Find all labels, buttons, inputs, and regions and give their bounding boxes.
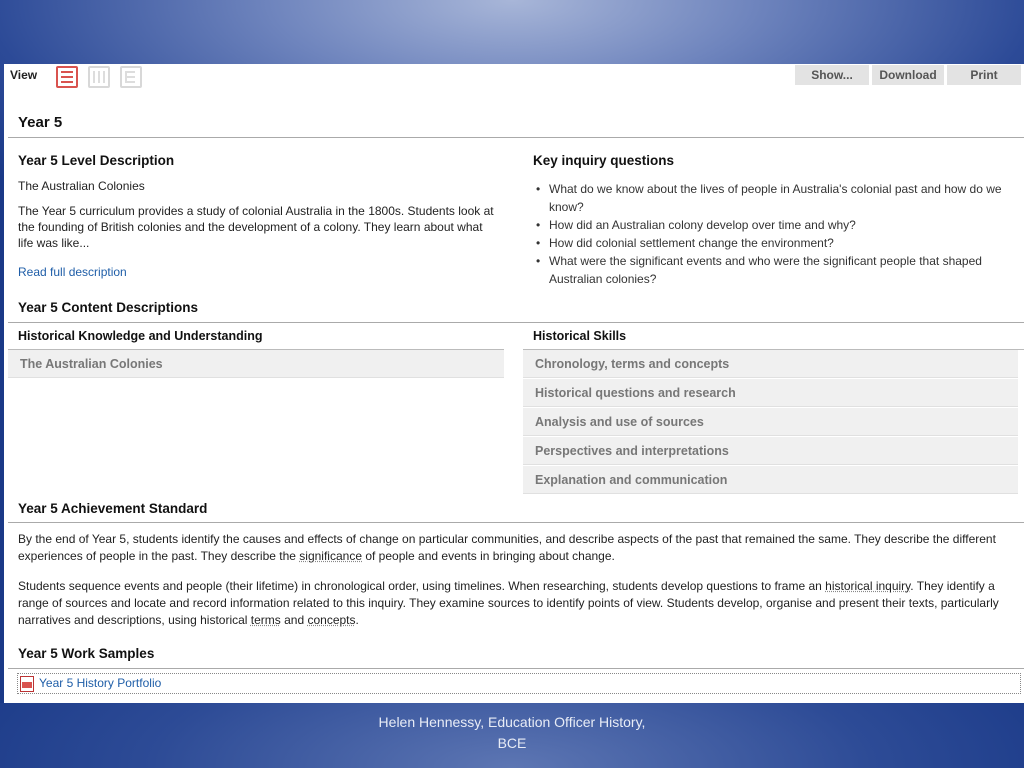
key-inquiry-list [533,180,1003,288]
content-divider [8,322,1024,323]
view-toolbar [4,64,1024,88]
list-item: • What do we know about the lives of people in Australia's colonial past and how do we know? [533,180,1003,216]
glossary-term-historical-inquiry[interactable]: historical inquiry [825,579,911,593]
content-descriptions-heading: Year 5 Content Descriptions [18,300,199,315]
footer-line-1: Helen Hennessy, Education Officer History, [378,714,646,730]
title-divider [8,137,1024,138]
skills-strand-item[interactable]: Perspectives and interpretations [523,437,1018,465]
list-view-icon[interactable] [56,66,78,88]
list-item: • How did an Australian colony develop over time and why? [533,216,1003,234]
print-button[interactable]: Print [947,65,1021,85]
skills-column-heading: Historical Skills [533,329,627,343]
achievement-paragraph-2 [18,578,1018,629]
glossary-term-concepts[interactable]: concepts [307,613,356,627]
skills-strand-item[interactable]: Explanation and communication [523,466,1018,494]
knowledge-column-heading: Historical Knowledge and Understanding [18,329,263,343]
paragraph-text: By the end of Year 5, students identify the causes and effects of change on particular communities, and describe aspects of the past that remained the same. They describe the different experiences of people in the past. They describe the [18,532,996,563]
work-sample-link[interactable]: Year 5 History Portfolio [39,676,162,690]
footer-line-2: BCE [497,735,527,751]
key-inquiry-heading: Key inquiry questions [533,153,675,168]
paragraph-text: . [355,613,359,627]
work-samples-divider [8,668,1024,669]
glossary-term-terms[interactable]: terms [250,613,281,627]
skills-strand-item[interactable]: Historical questions and research [523,379,1018,407]
paragraph-text: of people and events in bringing about change. [362,549,615,563]
read-full-description-link[interactable]: Read full description [18,265,127,279]
curriculum-page [4,64,1024,703]
column-view-icon[interactable] [88,66,110,88]
level-description-body: The Year 5 curriculum provides a study of colonial Australia in the 1800s. Students look at the founding of British colonies and the development of a colony. They learn about what life was like... [18,204,494,250]
achievement-divider [8,522,1024,523]
show-button[interactable]: Show... [795,65,869,85]
view-label: View [10,68,38,82]
paragraph-text: and [280,613,308,627]
skills-strand-item[interactable]: Analysis and use of sources [523,408,1018,436]
detail-view-icon[interactable] [120,66,142,88]
list-item: • What were the significant events and who were the significant people that shaped Australian colonies? [533,252,1003,288]
knowledge-strand-item[interactable]: The Australian Colonies [8,350,504,378]
page-title: Year 5 [18,114,63,131]
level-description-heading: Year 5 Level Description [18,153,175,168]
slide-footer [0,712,1024,754]
work-samples-heading: Year 5 Work Samples [18,646,155,661]
pdf-icon [20,676,34,692]
download-button[interactable]: Download [872,65,944,85]
achievement-paragraph-1 [18,531,1018,565]
paragraph-text: Students sequence events and people (their lifetime) in chronological order, using timelines. When researching, students develop questions to frame an [18,579,826,593]
glossary-term-significance[interactable]: significance [299,549,362,563]
paragraph-text: . They identify a range of sources and locate and record information related to this inquiry. They examine sources to identify points of view. Students develop, organise and present their texts, particularly narratives and descriptions, using historical [18,579,999,627]
work-sample-item[interactable] [17,673,1021,694]
achievement-standard-heading: Year 5 Achievement Standard [18,501,208,516]
level-description-subheading: The Australian Colonies [18,179,145,193]
skills-strand-item[interactable]: Chronology, terms and concepts [523,350,1018,378]
list-item: • How did colonial settlement change the environment? [533,234,1003,252]
